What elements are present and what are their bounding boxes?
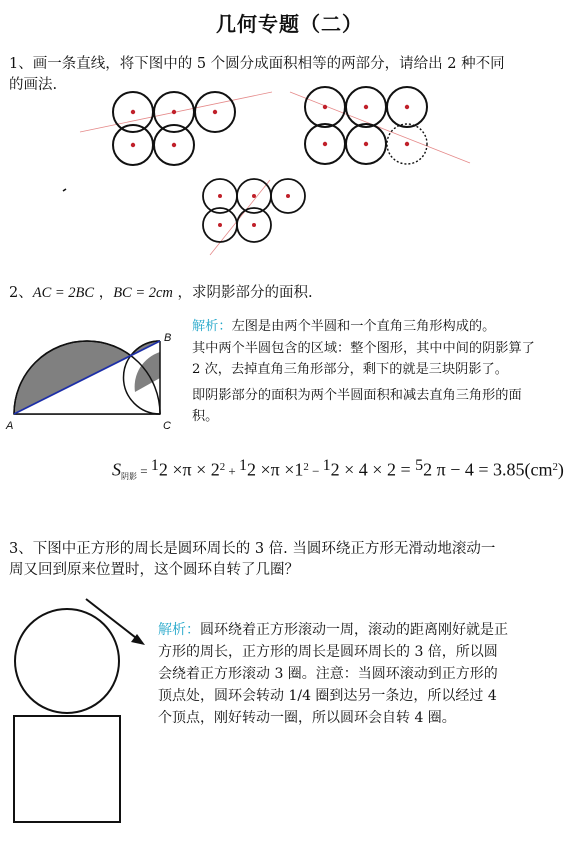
question-1-line-1: 1、画一条直线，将下图中的 5 个圆分成面积相等的两部分，请给出 2 种不同 [9, 56, 505, 72]
analysis-3-line-1: 圆环绕着正方形滚动一周，滚动的距离刚好就是正 [200, 622, 508, 638]
triangle-abc [14, 341, 160, 414]
analysis-3-line-2: 方形的周长，正方形的周长是圆环周长的 3 倍，所以圆 [158, 644, 498, 660]
analysis-3 [158, 619, 573, 729]
formula-term: 2 π − 4 = 3.85(cm [423, 459, 553, 480]
circle [237, 179, 271, 213]
center-dot [172, 110, 176, 114]
circle [154, 92, 194, 132]
arrow-head [131, 634, 145, 645]
bc-inner-shade [135, 352, 160, 392]
circle [154, 125, 194, 165]
center-dot [218, 223, 222, 227]
ring-circle [15, 609, 119, 713]
dotted-circle [387, 124, 427, 164]
formula-term: 2 ×π × 2 [158, 459, 220, 480]
formula-op: − [308, 463, 323, 479]
analysis-3-line-3: 会绕着正方形滚动 3 圈。注意：当圆环滚动到正方形的 [158, 666, 498, 682]
label-a: A [6, 420, 14, 432]
center-dot [131, 110, 135, 114]
circle [113, 125, 153, 165]
analysis-3-line-4: 顶点处，圆环会转动 1/4 圈到达另一条边，所以经过 4 [158, 688, 497, 704]
question-2 [9, 283, 571, 304]
formula-num: 1 [239, 457, 247, 474]
formula-num: 1 [322, 457, 331, 474]
formula-num: 5 [415, 457, 424, 474]
formula-sub: 阴影 [121, 471, 137, 481]
circle [237, 208, 271, 242]
formula-num: 1 [150, 457, 159, 474]
formula-exp: 2 [552, 461, 558, 473]
arc-ac [14, 341, 160, 414]
lens-shade [124, 364, 147, 383]
center-dot [364, 105, 368, 109]
question-3-line-2: 周又回到原来位置时，这个圆环自转了几圈？ [9, 562, 299, 578]
area-formula [112, 457, 564, 482]
formula-op: + [225, 463, 239, 479]
separator: ， [98, 285, 114, 301]
condition-ac: AC = 2BC [32, 285, 95, 301]
stray-mark [63, 189, 66, 191]
center-dot [252, 223, 256, 227]
circle [346, 124, 386, 164]
formula-close: ) [557, 459, 564, 480]
center-dot [213, 110, 217, 114]
analysis-tag: 解析： [158, 622, 200, 638]
circle [195, 92, 235, 132]
center-dot [252, 194, 256, 198]
label-c: C [163, 420, 171, 432]
hypotenuse-ab [14, 341, 160, 414]
formula-exp: 2 [303, 461, 309, 473]
question-3-line-1: 3、下图中正方形的周长是圆环周长的 3 倍. 当圆环绕正方形无滑动地滚动一 [9, 541, 496, 557]
cut-line-b [290, 92, 470, 163]
circle [203, 208, 237, 242]
semicircle-ac [14, 341, 160, 414]
analysis-2-line-5: 积。 [192, 409, 219, 424]
analysis-2-line-1: 左图是由两个半圆和一个直角三角形构成的。 [231, 319, 496, 334]
analysis-2-line-2: 其中两个半圆包含的区域：整个图形，其中中间的阴影算了 [192, 340, 535, 356]
analysis-tag: 解析： [192, 319, 232, 334]
center-dot [172, 143, 176, 147]
center-dot [131, 143, 135, 147]
center-dot [364, 142, 368, 146]
question-1-line-2: 的画法. [9, 77, 58, 93]
center-dot [218, 194, 222, 198]
question-2-number: 2、 [9, 285, 33, 301]
semicircle-bc [124, 341, 161, 414]
cut-line-a [80, 92, 272, 132]
question-2-ask: ，求阴影部分的面积. [177, 285, 313, 301]
analysis-2-line-3: 2 次，去掉直角三角形部分，剩下的就是三块阴影了。 [192, 362, 508, 377]
page-title: 几何专题（二） [216, 12, 363, 36]
question-1 [9, 54, 571, 96]
circle [271, 179, 305, 213]
center-dot [405, 105, 409, 109]
circle [305, 124, 345, 164]
question-3 [9, 539, 571, 581]
circle [113, 92, 153, 132]
condition-bc: BC = 2cm [113, 285, 173, 301]
formula-exp: 2 [219, 461, 226, 473]
analysis-2 [192, 316, 572, 428]
formula-term: 2 × 4 × 2 = [330, 459, 416, 480]
formula-eq: = [140, 463, 151, 479]
center-dot [323, 142, 327, 146]
circle [203, 179, 237, 213]
formula-s: S [112, 459, 121, 480]
analysis-2-line-4: 即阴影部分的面积为两个半圆面积和减去直角三角形的面 [192, 387, 522, 403]
center-dot [323, 105, 327, 109]
center-dot [286, 194, 290, 198]
label-b: B [164, 332, 172, 344]
center-dot [405, 142, 409, 146]
arc-bc [124, 341, 161, 414]
square [14, 716, 120, 822]
arrow-shaft [86, 599, 140, 641]
formula-term: 2 ×π ×1 [247, 459, 304, 480]
cut-line-c [210, 180, 270, 255]
analysis-3-line-5: 个顶点，刚好转动一圈，所以圆环会自转 4 圈。 [158, 710, 456, 726]
